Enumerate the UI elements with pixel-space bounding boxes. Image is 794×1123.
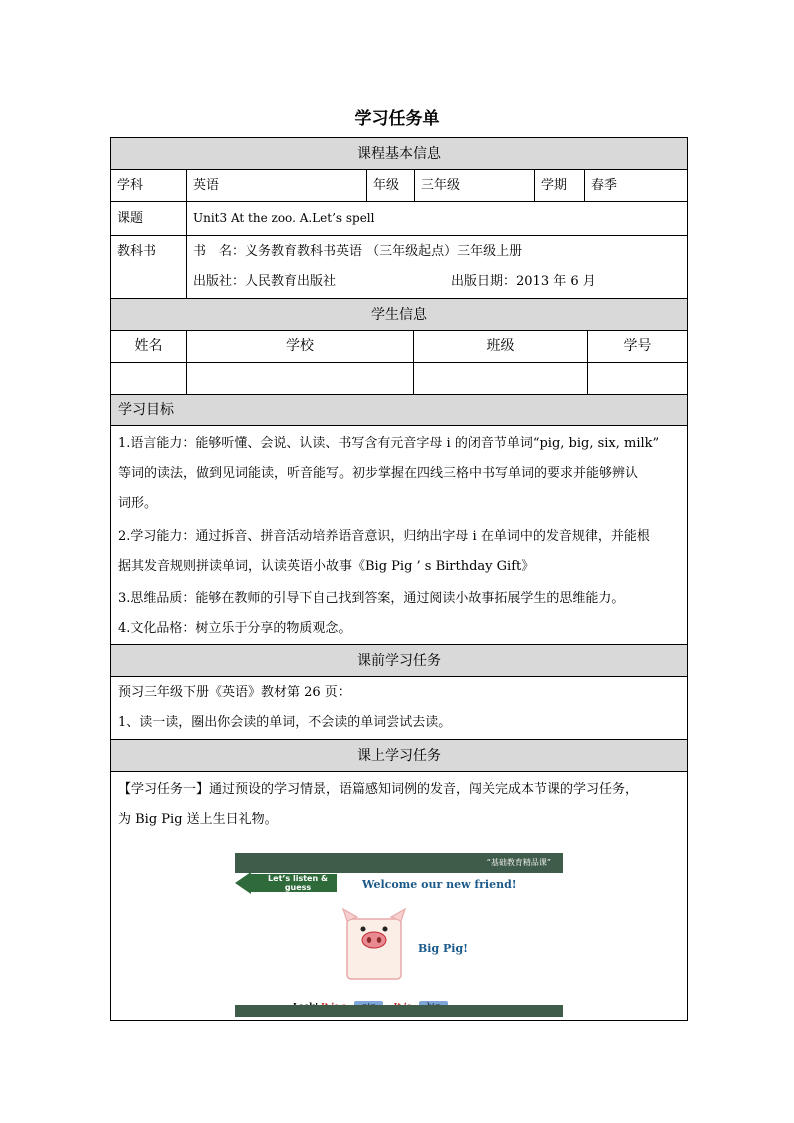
objective-1 — [118, 429, 680, 519]
objective-3-line-1: 3.思维品质：能够在教师的引导下自己找到答案，通过阅读小故事拓展学生的思维能力。 — [118, 591, 625, 606]
topic-label: 课题 — [111, 202, 187, 235]
objectives-heading-row — [111, 395, 687, 426]
section-in-class-title: 课上学习任务 — [357, 748, 441, 764]
publish-date: 出版日期：2013 年 6 月 — [451, 274, 596, 289]
subject-label: 学科 — [111, 170, 187, 201]
pre-task-body — [111, 677, 687, 740]
objective-4 — [118, 614, 680, 644]
grade-value: 三年级 — [415, 170, 535, 201]
objective-2 — [118, 522, 680, 582]
slide-top-bar — [235, 853, 563, 873]
student-entry-row — [111, 363, 687, 395]
slide-banner-text: “基础教育精品课” — [486, 858, 551, 867]
objective-1-line-2: 等词的读法，做到见词能读，听音能写。初步掌握在四线三格中书写单词的要求并能够辨认 — [118, 466, 639, 481]
objective-4-line-1: 4.文化品格：树立乐于分享的物质观念。 — [118, 621, 352, 636]
student-header-row — [111, 331, 687, 363]
textbook-label: 教科书 — [111, 236, 187, 298]
pre-task-line-2: 1、读一读，圈出你会读的单词，不会读的单词尝试去读。 — [118, 715, 452, 730]
listen-guess-label: Let’s listen & guess — [268, 874, 328, 892]
class-field[interactable] — [414, 363, 588, 394]
topic-value: Unit3 At the zoo. A.Let’s spell — [193, 211, 375, 225]
welcome-text: Welcome our new friend! — [362, 878, 517, 891]
school-field[interactable] — [187, 363, 414, 394]
textbook-row — [111, 236, 687, 299]
big-pig-text: Big Pig! — [418, 942, 468, 955]
class-header: 班级 — [414, 331, 588, 362]
book-name: 书 名：义务教育教科书英语 （三年级起点）三年级上册 — [193, 244, 523, 259]
subject-value: 英语 — [187, 170, 367, 201]
section-in-class-task — [111, 740, 687, 772]
publisher: 出版社：人民教育出版社 — [193, 274, 337, 289]
in-class-line-1: 【学习任务一】通过预设的学习情景，语篇感知词例的发音，闯关完成本节课的学习任务， — [118, 782, 639, 797]
objective-2-line-2: 据其发音规则拼读单词，认读英语小故事《Big Pig ’ s Birthday Gift》 — [118, 559, 535, 574]
pre-task-line-1: 预习三年级下册《英语》教材第 26 页： — [118, 685, 351, 700]
student-id-field[interactable] — [588, 363, 687, 394]
section-pre-task — [111, 645, 687, 677]
in-class-line-2: 为 Big Pig 送上生日礼物。 — [118, 812, 278, 827]
grade-label: 年级 — [367, 170, 415, 201]
subject-row — [111, 170, 687, 202]
pig-icon — [341, 905, 407, 985]
section-course-info-title: 课程基本信息 — [357, 146, 441, 162]
term-value: 春季 — [591, 178, 618, 193]
objective-1-line-3: 词形。 — [118, 496, 158, 511]
objective-1-line-1: 1.语言能力：能够听懂、会说、认读、书写含有元音字母 i 的闭音节单词“pig, big, six, milk” — [118, 436, 660, 451]
task-sheet-table — [110, 137, 688, 1021]
student-id-header: 学号 — [623, 338, 652, 354]
topic-row — [111, 202, 687, 236]
pre-task-text — [118, 678, 680, 738]
objectives-body — [111, 426, 687, 645]
objective-3 — [118, 584, 680, 614]
lesson-slide-image — [235, 853, 563, 1017]
objective-2-line-1: 2.学习能力：通过拆音、拼音活动培养语音意识，归纳出字母 i 在单词中的发音规律，并能根 — [118, 529, 650, 544]
objectives-heading: 学习目标 — [118, 402, 174, 418]
textbook-info — [187, 236, 687, 298]
school-header: 学校 — [187, 331, 414, 362]
section-course-info — [111, 138, 687, 170]
page-title: 学习任务单 — [354, 109, 440, 129]
slide-bottom-bar — [235, 1005, 563, 1017]
in-class-text — [118, 775, 680, 835]
section-pre-task-title: 课前学习任务 — [357, 653, 441, 669]
section-student-info — [111, 299, 687, 331]
name-header: 姓名 — [111, 331, 187, 362]
section-student-info-title: 学生信息 — [371, 307, 427, 323]
name-field[interactable] — [111, 363, 187, 394]
term-label: 学期 — [535, 170, 585, 201]
